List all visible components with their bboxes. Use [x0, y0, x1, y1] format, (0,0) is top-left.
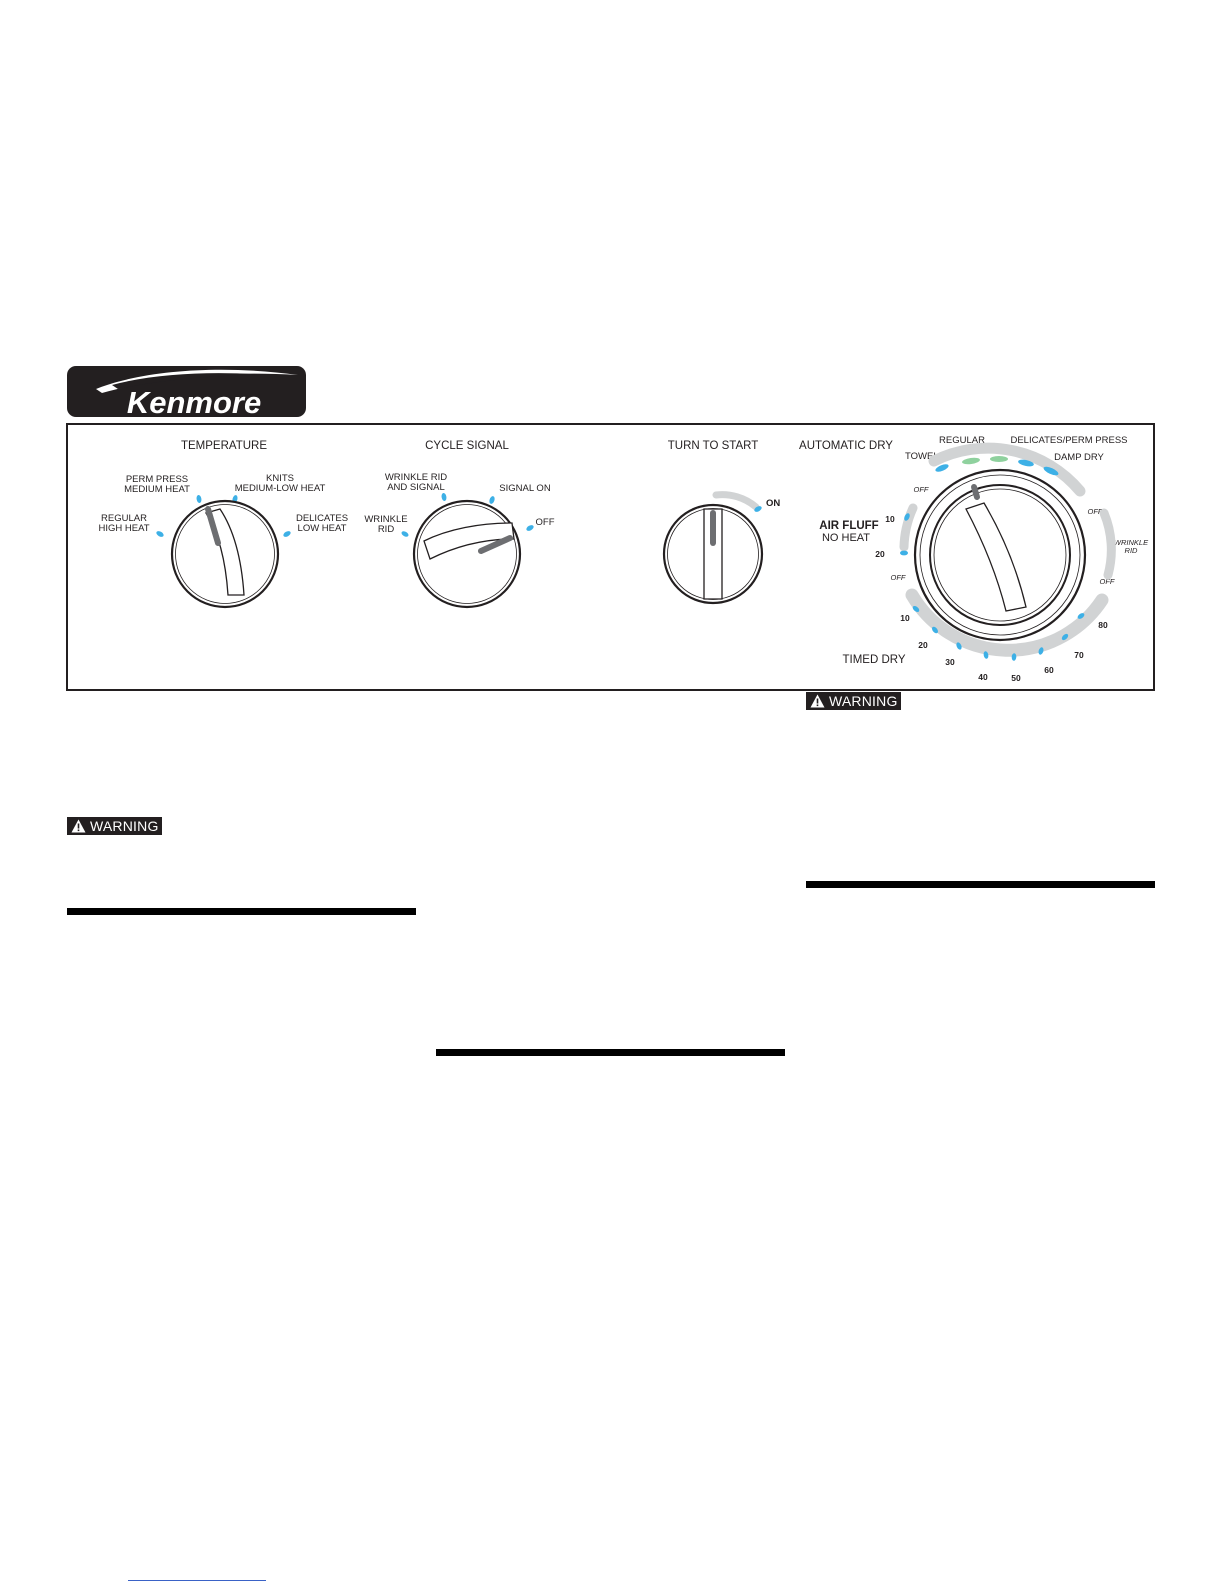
- cycle-indicator-wrinkle-rid: [401, 530, 410, 538]
- timed-80-label: 80: [1098, 620, 1108, 630]
- off-label-top-left: OFF: [913, 485, 929, 494]
- air-fluff-10-label: 10: [885, 514, 895, 524]
- kenmore-logo: [66, 365, 307, 418]
- air-fluff-indicator-20: [900, 551, 908, 556]
- cycle-indicator-off: [525, 524, 534, 532]
- towels-label: TOWELS: [905, 451, 945, 462]
- temp-low-heat-label: LOW HEAT: [297, 523, 347, 534]
- timed-50-label: 50: [1011, 673, 1021, 683]
- temp-indicator-perm-press: [196, 495, 202, 504]
- automatic-dry-title: AUTOMATIC DRY: [799, 440, 893, 452]
- cycle-wrinkle-rid-signal-label: WRINKLE RID: [384, 472, 448, 483]
- air-fluff-20-label: 20: [875, 549, 885, 559]
- cycle-signal-title: CYCLE SIGNAL: [425, 440, 509, 452]
- start-title: TURN TO START: [667, 440, 759, 452]
- wrinkle-rid-arc: [1104, 513, 1111, 575]
- temp-medium-heat-label: MEDIUM HEAT: [124, 484, 190, 495]
- temp-high-heat-label: HIGH HEAT: [98, 523, 150, 534]
- warning-label-right: [806, 692, 901, 710]
- auto-indicator-regular-1: [962, 457, 981, 465]
- footer-link-underline[interactable]: [128, 1580, 266, 1581]
- temp-medium-low-heat-label: MEDIUM-LOW HEAT: [234, 483, 326, 494]
- temp-knits-label: KNITS: [266, 473, 294, 484]
- off-label-left: OFF: [890, 573, 906, 582]
- cycle-signal-control: [364, 440, 554, 607]
- cycle-indicator-signal-on: [488, 495, 495, 504]
- dry-cycle-control: [799, 435, 1149, 683]
- temp-perm-press-label: PERM PRESS: [125, 474, 189, 485]
- temp-regular-label: REGULAR: [101, 513, 147, 524]
- damp-dry-label: DAMP DRY: [1054, 452, 1104, 463]
- warning-label-left: [67, 817, 162, 835]
- timed-10-label: 10: [900, 613, 910, 623]
- cycle-signal-on-label: SIGNAL ON: [499, 483, 551, 494]
- cycle-off-label: OFF: [535, 517, 555, 528]
- logo-wordmark: Kenmore: [126, 385, 262, 418]
- start-control: [664, 440, 780, 603]
- delicates-perm-press-label: DELICATES/PERM PRESS: [1010, 435, 1128, 446]
- warning-triangle-icon: [810, 694, 825, 708]
- timed-40-label: 40: [978, 672, 988, 682]
- temp-delicates-label: DELICATES: [295, 513, 349, 524]
- timed-30-label: 30: [945, 657, 955, 667]
- timed-dry-label: TIMED DRY: [842, 654, 906, 666]
- temperature-knob[interactable]: [172, 501, 278, 607]
- cycle-signal-knob[interactable]: [414, 501, 520, 607]
- timed-70-label: 70: [1074, 650, 1084, 660]
- warning-triangle-icon: [71, 819, 86, 833]
- temperature-control: [98, 440, 348, 607]
- wrinkle-rid-label-line1: WRINKLE: [1113, 538, 1149, 547]
- off-label-lower-right: OFF: [1099, 577, 1115, 586]
- temp-indicator-delicates: [282, 530, 291, 538]
- section-divider-right: [806, 881, 1155, 888]
- temperature-title: TEMPERATURE: [180, 440, 268, 452]
- start-knob[interactable]: [664, 505, 762, 603]
- control-panel: [66, 423, 1155, 691]
- dry-cycle-knob[interactable]: [915, 470, 1085, 640]
- wrinkle-rid-label-line2: RID: [1124, 546, 1138, 555]
- regular-label: REGULAR: [939, 435, 985, 446]
- warning-text: WARNING: [829, 693, 898, 709]
- off-label-right: OFF: [1087, 507, 1103, 516]
- cycle-and-signal-label: AND SIGNAL: [387, 482, 445, 493]
- cycle-indicator-wrinkle-rid-signal: [441, 493, 447, 502]
- no-heat-label: NO HEAT: [821, 532, 871, 544]
- temp-indicator-regular: [155, 530, 164, 538]
- timed-20-label: 20: [918, 640, 928, 650]
- air-fluff-label: AIR FLUFF: [819, 520, 879, 532]
- cycle-rid-label: RID: [377, 524, 395, 535]
- cycle-wrinkle-label: WRINKLE: [364, 514, 408, 525]
- section-divider-left: [67, 908, 416, 915]
- section-divider-middle: [436, 1049, 785, 1056]
- timed-60-label: 60: [1044, 665, 1054, 675]
- auto-indicator-regular-2: [990, 456, 1008, 462]
- warning-text: WARNING: [90, 818, 159, 834]
- start-on-label: ON: [766, 498, 781, 509]
